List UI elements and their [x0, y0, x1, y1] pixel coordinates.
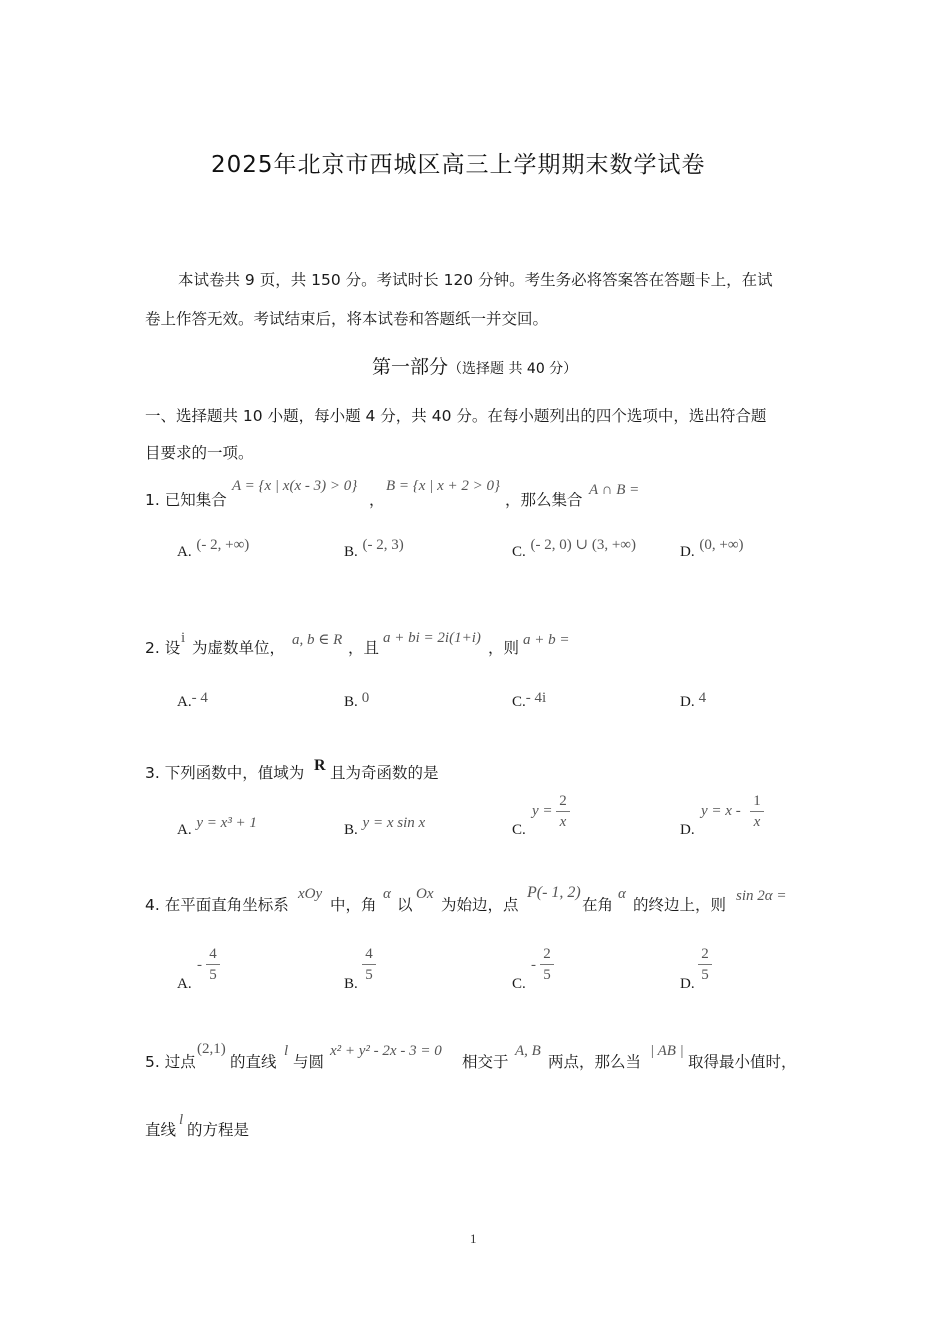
q4-xoy: xOy — [298, 886, 323, 902]
q4-alpha-2: α — [618, 886, 626, 902]
option-label: C. — [512, 976, 526, 992]
q1-stem-b: ，那么集合 — [505, 491, 583, 509]
q2-stem-d: ，则 — [488, 639, 520, 657]
q5-stem-a: 5. 过点 — [145, 1053, 196, 1071]
q2-ab: a, b ∈ R — [292, 632, 343, 648]
q3-option-a[interactable] — [177, 815, 257, 839]
q5-l: l — [284, 1043, 289, 1059]
section-instructions-line-1: 一、选择题共 10 小题，每小题 4 分，共 40 分。在每小题列出的四个选项中，选出符合题 — [145, 407, 767, 425]
option-label: B. — [344, 976, 358, 992]
q1-stem — [145, 488, 227, 510]
q1-set-b: B = {x | x + 2 > 0} — [386, 478, 500, 494]
q5-stem-d: 相交于 — [462, 1053, 509, 1071]
q4-stem-f: 的终边上，则 — [633, 896, 727, 914]
q4-alpha: α — [383, 886, 391, 902]
option-label: D. — [680, 822, 695, 838]
q2-option-a[interactable] — [177, 692, 208, 711]
instructions-line-1: 本试卷共 9 页，共 150 分。考试时长 120 分钟。考生务必将答案答在答题卡上，在试 — [178, 271, 773, 289]
q4-option-a-fraction — [206, 945, 220, 984]
q2-stem-c: ，且 — [348, 639, 380, 657]
option-value: - 4 — [191, 690, 208, 706]
q3-r: R — [314, 757, 326, 774]
q3-option-c-fraction — [556, 792, 570, 831]
q4-option-b[interactable] — [344, 974, 358, 993]
q3-option-d-prefix: y = x - — [701, 803, 741, 819]
page-title: 2025年北京市西城区高三上学期期末数学试卷 — [211, 152, 706, 178]
part-heading — [372, 352, 577, 379]
q4-option-c-fraction — [540, 945, 554, 984]
denominator: 5 — [543, 967, 551, 983]
denominator: 5 — [209, 967, 217, 983]
option-label: B. — [344, 544, 358, 560]
q4-stem-e: 在角 — [582, 896, 614, 914]
option-value: 4 — [698, 690, 707, 706]
option-value: (- 2, 3) — [362, 537, 404, 553]
numerator: 2 — [559, 793, 567, 809]
section-instructions-line-2: 目要求的一项。 — [145, 444, 254, 462]
q1-option-b[interactable] — [344, 537, 404, 561]
q3-option-d-fraction — [750, 792, 764, 831]
q1-option-c[interactable] — [512, 537, 636, 561]
q2-i: i — [181, 630, 186, 646]
q4-stem-a: 4. 在平面直角坐标系 — [145, 896, 289, 914]
numerator: 4 — [209, 946, 217, 962]
option-value: (- 2, +∞) — [196, 537, 250, 553]
q5-point: (2,1) — [197, 1041, 226, 1057]
denominator: 5 — [701, 967, 709, 983]
option-value: y = x³ + 1 — [196, 815, 257, 831]
q1-separator: ， — [369, 491, 385, 509]
option-value: y = x sin x — [362, 815, 426, 831]
option-value: 0 — [361, 690, 370, 706]
numerator: 2 — [701, 946, 709, 962]
q4-option-c-sign: - — [531, 957, 536, 973]
q4-stem-c: 以 — [397, 896, 413, 914]
option-value: - 4i — [525, 690, 547, 706]
q4-option-d[interactable] — [680, 974, 695, 993]
numerator: 1 — [753, 793, 761, 809]
q5-stem-b: 的直线 — [230, 1053, 277, 1071]
q5-stem-f: 取得最小值时， — [688, 1053, 797, 1071]
q5-abs: | AB | — [650, 1043, 684, 1059]
q5-line-2-b: 的方程是 — [187, 1121, 250, 1139]
option-label: B. — [344, 822, 358, 838]
q5-circle: x² + y² - 2x - 3 = 0 — [330, 1043, 442, 1059]
q1-option-a[interactable] — [177, 537, 250, 561]
option-label: D. — [680, 544, 695, 560]
option-label: D. — [680, 694, 695, 710]
q1-set-a: A = {x | x(x - 3) > 0} — [232, 478, 358, 494]
q1-expression: A ∩ B = — [589, 482, 640, 498]
option-value: (0, +∞) — [699, 537, 744, 553]
q2-stem-b: 为虚数单位， — [192, 639, 286, 657]
option-label: D. — [680, 976, 695, 992]
option-value: (- 2, 0) ∪ (3, +∞) — [530, 537, 636, 553]
q3-option-c[interactable] — [512, 820, 526, 839]
q4-option-c[interactable] — [512, 974, 526, 993]
option-label: C. — [512, 694, 526, 710]
q3-stem-a: 3. 下列函数中，值域为 — [145, 764, 305, 782]
option-label: A. — [177, 976, 192, 992]
q4-ox: Ox — [416, 886, 434, 902]
part-subtitle: （选择题 共 40 分） — [448, 361, 578, 377]
q1-option-d[interactable] — [680, 537, 744, 561]
q2-equation: a + bi = 2i(1+i) — [383, 630, 481, 646]
q5-stem-e: 两点，那么当 — [548, 1053, 642, 1071]
option-label: C. — [512, 544, 526, 560]
denominator: 5 — [365, 967, 373, 983]
option-label: A. — [177, 822, 192, 838]
option-label: A. — [177, 694, 192, 710]
q3-option-d[interactable] — [680, 820, 695, 839]
q5-line-2-a: 直线 — [145, 1121, 177, 1139]
option-label: B. — [344, 694, 358, 710]
q5-ab: A, B — [515, 1043, 541, 1059]
q2-option-b[interactable] — [344, 692, 369, 711]
q4-option-a[interactable] — [177, 974, 192, 993]
part-title: 第一部分 — [372, 356, 449, 378]
q2-option-c[interactable] — [512, 692, 546, 711]
q1-stem-a: 1. 已知集合 — [145, 491, 227, 509]
q3-stem-b: 且为奇函数的是 — [330, 764, 439, 782]
q4-stem-d: 为始边，点 — [441, 896, 519, 914]
q4-expression: sin 2α = — [736, 888, 787, 904]
denominator: x — [753, 814, 761, 830]
q3-option-c-prefix: y = — [532, 803, 553, 819]
q5-l-2: l — [179, 1112, 184, 1128]
q4-option-a-sign: - — [197, 957, 202, 973]
q5-stem-c: 与圆 — [293, 1053, 325, 1071]
q3-option-b[interactable] — [344, 815, 426, 839]
q4-point: P(- 1, 2) — [527, 884, 581, 901]
q2-option-d[interactable] — [680, 692, 706, 711]
q2-expression: a + b = — [523, 632, 570, 648]
q4-stem-b: 中，角 — [330, 896, 377, 914]
q4-option-b-fraction — [362, 945, 376, 984]
numerator: 2 — [543, 946, 551, 962]
q2-stem-a: 2. 设 — [145, 639, 181, 657]
page-number: 1 — [470, 1231, 477, 1246]
denominator: x — [559, 814, 567, 830]
instructions-line-2: 卷上作答无效。考试结束后，将本试卷和答题纸一并交回。 — [145, 310, 549, 328]
numerator: 4 — [365, 946, 373, 962]
option-label: C. — [512, 822, 526, 838]
q4-option-d-fraction — [698, 945, 712, 984]
option-label: A. — [177, 544, 192, 560]
